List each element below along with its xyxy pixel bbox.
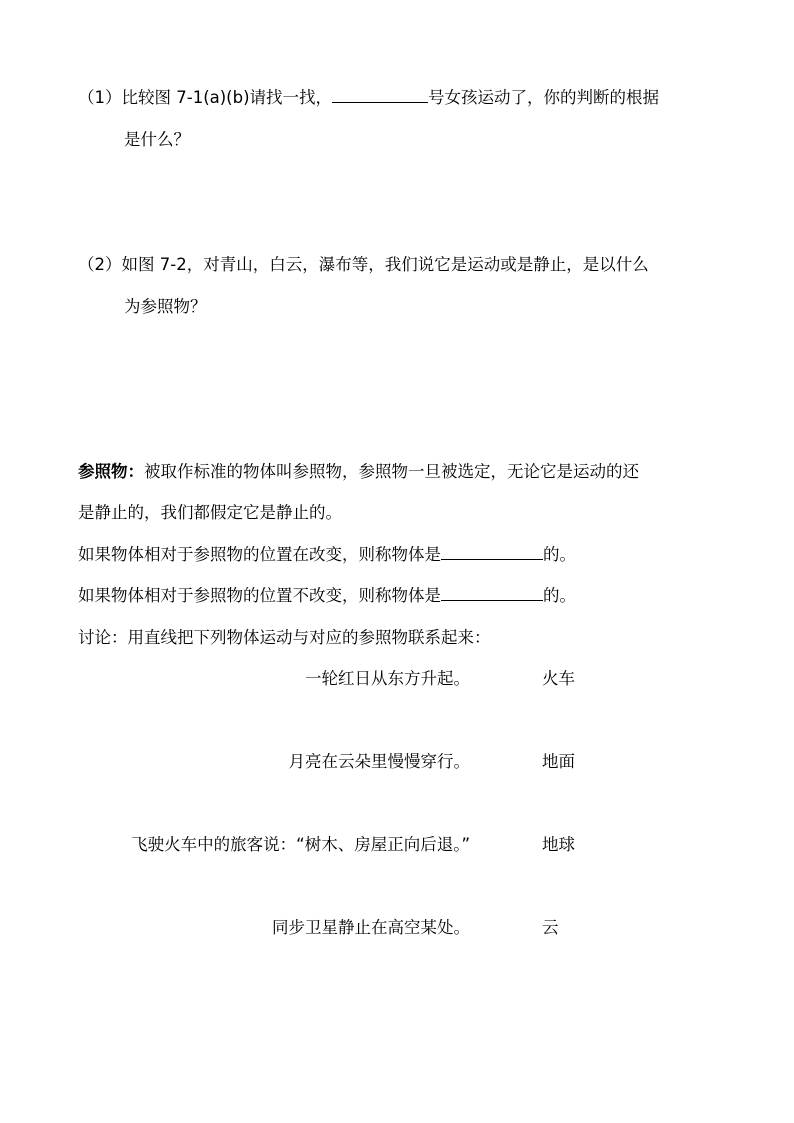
fill-moving-blank[interactable] [441,545,543,560]
question-1-line-2: 是什么？ [124,130,190,149]
fill-static-suffix: 的。 [543,586,576,605]
fill-line-moving [78,544,576,566]
match-left-item-3: 飞驶火车中的旅客说：“树木、房屋正向后退。” [131,835,470,854]
question-1-prefix: （1）比较图 7-1(a)(b)请找一找， [78,88,333,107]
fill-line-static [78,585,576,607]
fill-moving-prefix: 如果物体相对于参照物的位置在改变，则称物体是 [78,545,441,564]
match-right-item-3: 地球 [542,835,575,854]
match-left-item-1: 一轮红日从东方升起。 [305,669,470,688]
definition-line-1 [78,461,639,483]
match-left-item-4: 同步卫星静止在高空某处。 [272,918,470,937]
discussion-prompt: 讨论：用直线把下列物体运动与对应的参照物联系起来： [78,628,491,647]
definition-text: 被取作标准的物体叫参照物，参照物一旦被选定，无论它是运动的还 [144,462,639,481]
question-2-line-2: 为参照物？ [124,297,207,316]
fill-moving-suffix: 的。 [543,545,576,564]
match-right-item-1: 火车 [542,669,575,688]
question-1-suffix: 号女孩运动了，你的判断的根据 [428,88,660,107]
match-left-item-2: 月亮在云朵里慢慢穿行。 [288,752,470,771]
definition-line-2: 是静止的，我们都假定它是静止的。 [78,503,342,522]
definition-term: 参照物： [78,462,144,481]
question-1-blank[interactable] [332,88,428,103]
question-2-line-1: （2）如图 7-2，对青山，白云，瀑布等，我们说它是运动或是静止，是以什么 [78,255,649,274]
match-right-item-4: 云 [542,918,559,937]
match-right-item-2: 地面 [542,752,575,771]
question-1-line-1 [78,87,659,109]
fill-static-blank[interactable] [441,586,543,601]
fill-static-prefix: 如果物体相对于参照物的位置不改变，则称物体是 [78,586,441,605]
